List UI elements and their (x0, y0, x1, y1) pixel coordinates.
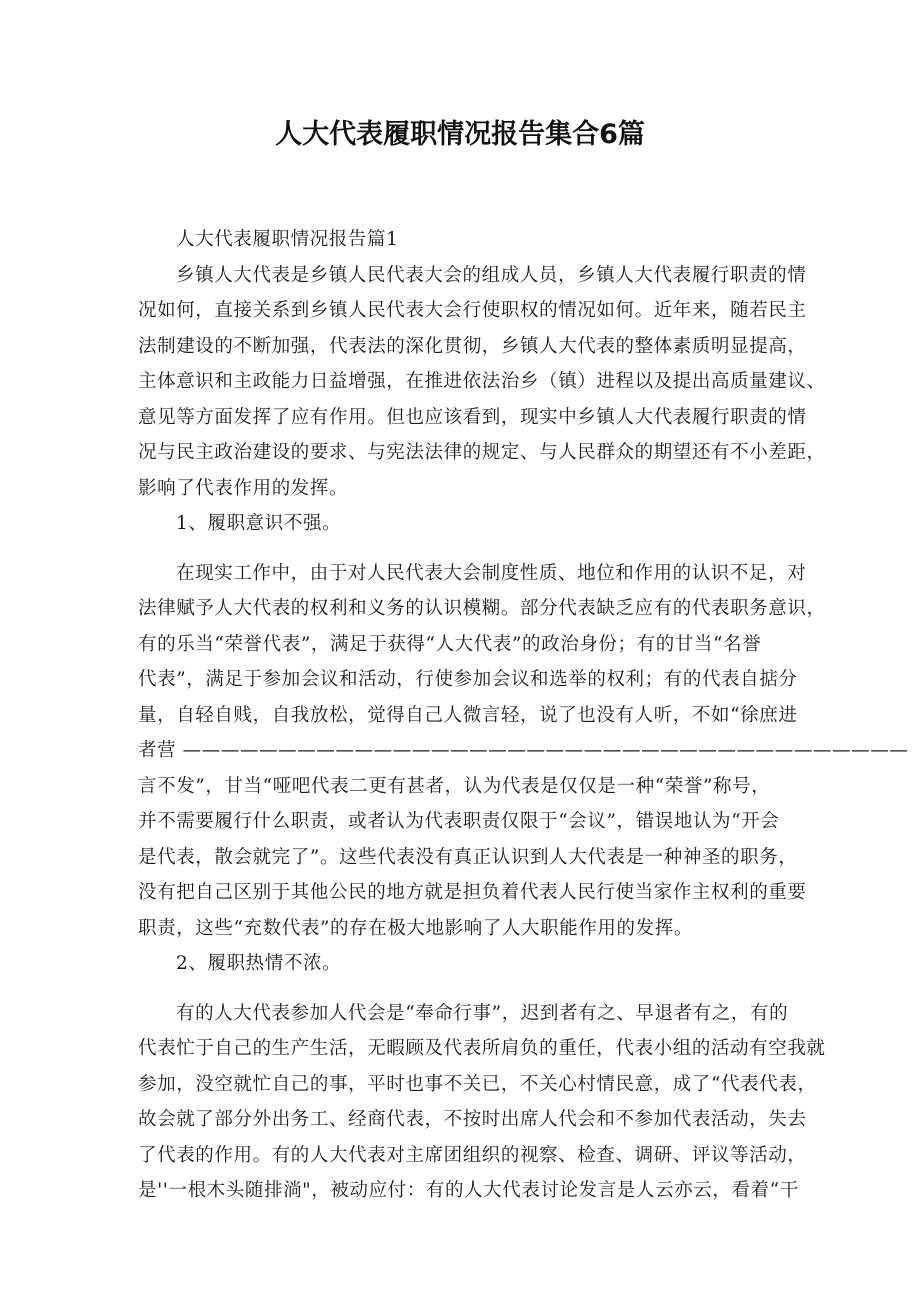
text-line: 职责，这些“充数代表”的存在极大地影响了人大职能作用的发挥。 (138, 917, 693, 939)
text-line: 并不需要履行什么职责，或者认为代表职责仅限于“会议”，错误地认为“开会 (138, 811, 780, 832)
paragraph-gap (138, 982, 798, 996)
text-line: 主体意识和主政能力日益增强，在推进依法治乡（镇）进程以及提出高质量建议、 (138, 371, 826, 392)
text-line: 有的人大代表参加人代会是“奉命行事”，迟到者有之、早退者有之，有的 (176, 1002, 789, 1024)
text-line: 代表”，满足于参加会议和活动，行使参加会议和选举的权利；有的代表自掂分 (138, 669, 798, 690)
text-line: 法律赋予人大代表的权利和义务的认识模糊。部分代表缺乏应有的代表职务意识， (138, 598, 826, 619)
text-line: 量，自轻自贱，自我放松，觉得自己人微言轻，说了也没有人听，不如“徐庶进 (138, 704, 798, 726)
text-line: 言不发”，甘当“哑吧代表二更有甚者，认为代表是仅仅是一种“荣誉”称号， (138, 775, 771, 797)
text-line: 没有把自己区别于其他公民的地方就是担负着代表人民行使当家作主权利的重要 (138, 882, 807, 903)
text-line: 况与民主政治建设的要求、与宪法法律的规定、与人民群众的期望还有不小差距， (138, 442, 826, 463)
text-line: 意见等方面发挥了应有作用。但也应该看到，现实中乡镇人大代表履行职责的情 (138, 406, 807, 428)
document-body (138, 222, 909, 1209)
text-line: 况如何，直接关系到乡镇人民代表大会行使职权的情况如何。近年来，随若民主 (138, 300, 807, 321)
text-line: 在现实工作中，由于对人民代表大会制度性质、地位和作用的认识不足，对 (176, 562, 807, 584)
text-line: 参加，没空就忙自己的事，平时也事不关已，不关心村情民意，成了“代表代表， (138, 1073, 817, 1095)
section-heading: 1、履职意识不强。 (176, 513, 342, 534)
text-line: 乡镇人大代表是乡镇人民代表大会的组成人员，乡镇人大代表履行职责的情 (176, 264, 807, 286)
section-heading: 人大代表履职情况报告篇1 (176, 229, 399, 250)
paragraph-gap (138, 542, 798, 556)
text-line: 了代表的作用。有的人大代表对主席团组织的视察、检查、调研、评议等活动， (138, 1144, 807, 1166)
text-line: 法制建设的不断加强，代表法的深化贯彻，乡镇人大代表的整体素质明显提高， (138, 335, 807, 357)
text-line: 故会就了部分外出务工、经商代表，不按时出席人代会和不参加代表活动，失去 (138, 1109, 807, 1130)
text-line: 是代表，散会就完了”。这些代表没有真正认识到人大代表是一种神圣的职务， (138, 846, 798, 868)
text-line: 是''一根木头随排淌"，被动应付：有的人大代表讨论发言是人云亦云，看着“干 (138, 1180, 799, 1201)
text-line: 者营 —————————————————————————————————————— (138, 740, 909, 761)
section-heading: 2、履职热情不浓。 (176, 953, 342, 974)
text-line: 影响了代表作用的发挥。 (138, 477, 349, 499)
text-line: 有的乐当“荣誉代表”，满足于获得“人大代表”的政治身份；有的甘当“名誉 (138, 633, 762, 655)
text-line: 代表忙于自己的生产生活，无暇顾及代表所肩负的重任，代表小组的活动有空我就 (138, 1038, 826, 1059)
document-title: 人大代表履职情况报告集合6篇 (275, 119, 645, 150)
